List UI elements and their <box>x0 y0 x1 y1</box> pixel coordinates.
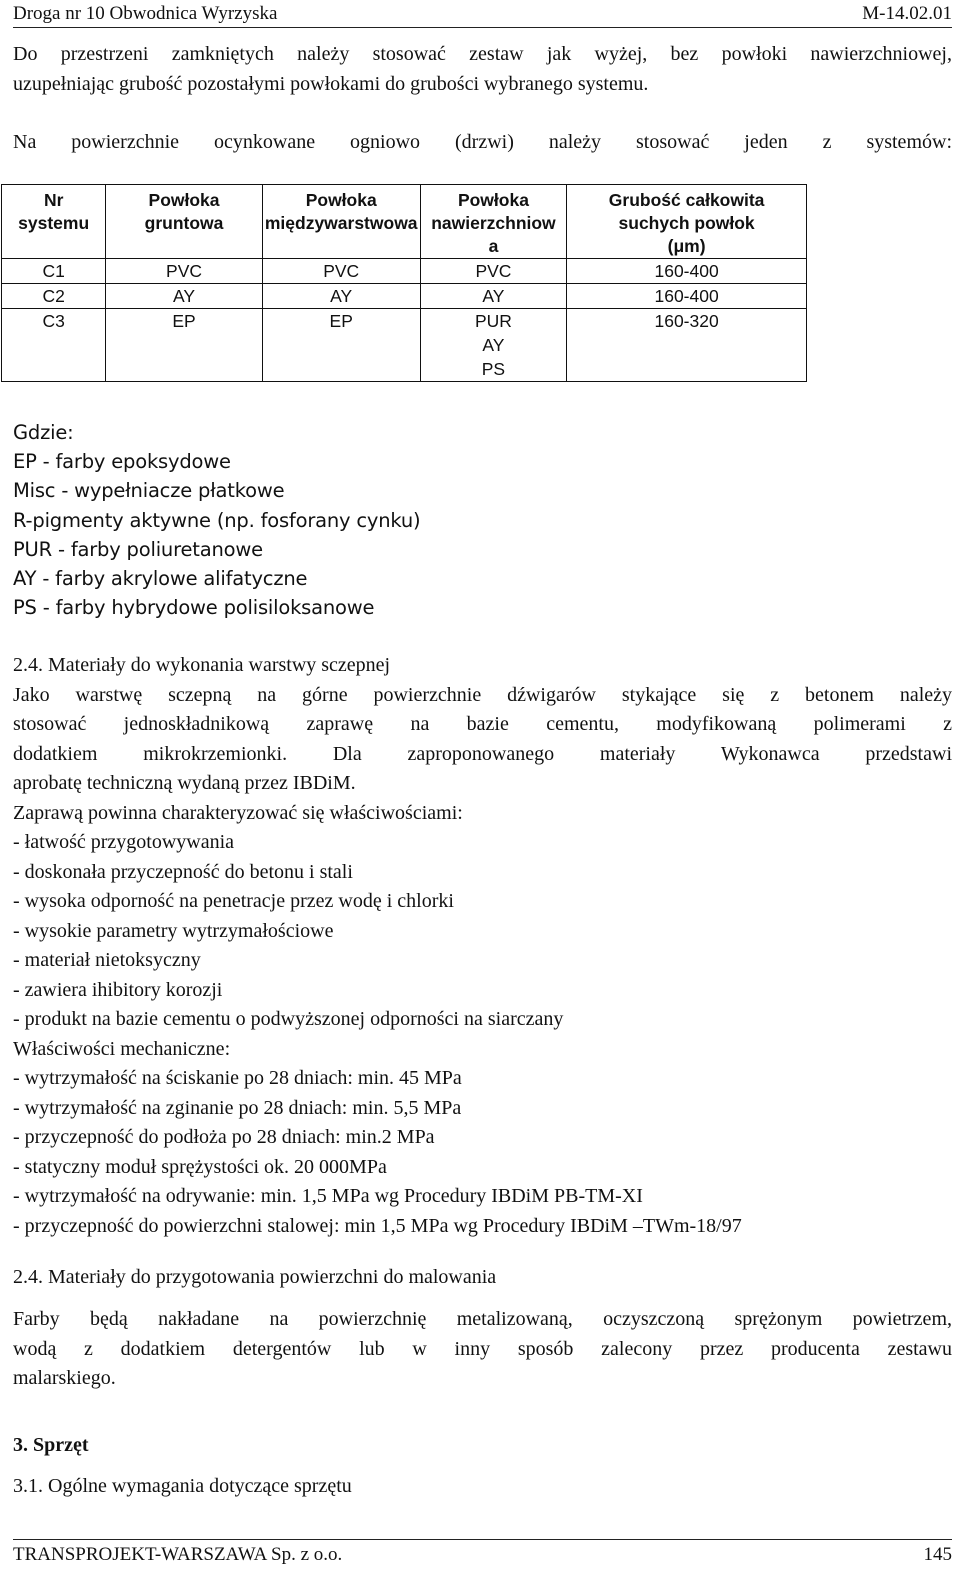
paragraph-line: wodą z dodatkiem detergentów lub w inny sposób zalecony przez producenta zestawu <box>13 1337 952 1360</box>
legend-item: AY - farby akrylowe alifatyczne <box>13 567 308 591</box>
list-item: - wytrzymałość na ściskanie po 28 dniach: min. 45 MPa <box>13 1067 462 1089</box>
list-item: - wysokie parametry wytrzymałościowe <box>13 919 334 942</box>
cell-nawierzchniowa: PUR AY PS <box>420 309 567 382</box>
list-item: - łatwość przygotowywania <box>13 831 235 853</box>
legend-title: Gdzie: <box>13 421 74 444</box>
mechanical-intro: Właściwości mechaniczne: <box>13 1037 231 1060</box>
legend-item: EP - farby epoksydowe <box>13 450 231 474</box>
paragraph-line: aprobatę techniczną wydaną przez IBDiM. <box>13 772 356 794</box>
legend-item: PS - farby hybrydowe polisiloksanowe <box>13 596 375 620</box>
cell-nawierzchniowa: AY <box>420 284 567 309</box>
list-item: - przyczepność do podłoża po 28 dniach: min.2 MPa <box>13 1126 435 1148</box>
abbreviations-legend <box>13 418 952 622</box>
paragraph-line: stosować jednoskładnikową zaprawę na bazie cementu, modyfikowaną polimerami z <box>13 713 952 735</box>
running-header-title: Droga nr 10 Obwodnica Wyrzyska <box>13 3 278 24</box>
intro-paragraph <box>13 40 952 99</box>
intro-line-1: Do przestrzeni zamkniętych należy stosować zestaw jak wyżej, bez powłoki nawierzchniowej, <box>13 43 952 65</box>
paragraph-line: Jako warstwę sczepną na górne powierzchnie dźwigarów stykające się z betonem należy <box>13 683 952 706</box>
table-row <box>2 309 807 382</box>
list-item: - przyczepność do powierzchni stalowej: min 1,5 MPa wg Procedury IBDiM –TWm-18/97 <box>13 1214 742 1237</box>
paragraph-line: dodatkiem mikrokrzemionki. Dla zaproponowanego materiały Wykonawca przedstawi <box>13 742 952 765</box>
legend-item: R-pigmenty aktywne (np. fosforany cynku) <box>13 508 421 532</box>
header-powloka-nawierzchniowa: Powłoka nawierzchniow a <box>420 185 567 259</box>
list-item: - doskonała przyczepność do betonu i stali <box>13 860 353 883</box>
galvanized-paragraph: Na powierzchnie ocynkowane ogniowo (drzwi) należy stosować jeden z systemów: <box>13 131 952 153</box>
table-row <box>2 284 807 309</box>
legend-item: PUR - farby poliuretanowe <box>13 537 263 561</box>
table-row <box>2 259 807 284</box>
cell-gruntowa: PVC <box>106 259 262 284</box>
cell-miedzywarstwowa: AY <box>262 284 420 309</box>
section-3-heading: 3. Sprzęt <box>13 1434 89 1456</box>
section-2-4-surface-preparation-heading: 2.4. Materiały do przygotowania powierzchni do malowania <box>13 1266 497 1288</box>
list-item: - produkt na bazie cementu o podwyższonej odporności na siarczany <box>13 1008 564 1030</box>
paragraph-line: malarskiego. <box>13 1367 116 1389</box>
running-header-spec-code: M-14.02.01 <box>862 3 952 24</box>
cell-nr: C1 <box>2 259 106 284</box>
section-heading: 2.4. Materiały do wykonania warstwy sczepnej <box>13 654 391 676</box>
paragraph-line: Farby będą nakładane na powierzchnię metalizowaną, oczyszczoną sprężonym powietrzem, <box>13 1308 952 1330</box>
section-2-4-bonding-layer <box>13 651 952 1241</box>
cell-nr: C2 <box>2 284 106 309</box>
page-number: 145 <box>923 1544 952 1565</box>
cell-grubosc: 160-320 <box>567 309 807 382</box>
header-powloka-gruntowa: Powłoka gruntowa <box>106 185 262 259</box>
cell-grubosc: 160-400 <box>567 284 807 309</box>
cell-gruntowa: AY <box>106 284 262 309</box>
header-grubosc-calkowita: Grubość całkowita suchych powłok (μm) <box>567 185 807 259</box>
header-rule <box>13 27 952 28</box>
cell-miedzywarstwowa: EP <box>262 309 420 382</box>
intro-line-2: uzupełniając grubość pozostałymi powłokami do grubości wybranego systemu. <box>13 72 649 95</box>
list-item: - wytrzymałość na odrywanie: min. 1,5 MPa wg Procedury IBDiM PB-TM-XI <box>13 1185 643 1207</box>
section-2-4-surface-preparation-paragraph <box>13 1305 952 1394</box>
cell-grubosc: 160-400 <box>567 259 807 284</box>
cell-nr: C3 <box>2 309 106 382</box>
cell-gruntowa: EP <box>106 309 262 382</box>
list-item: - statyczny moduł sprężystości ok. 20 000MPa <box>13 1155 387 1178</box>
list-item: - zawiera ihibitory korozji <box>13 978 223 1001</box>
legend-item: Misc - wypełniacze płatkowe <box>13 479 285 503</box>
list-item: - wytrzymałość na zginanie po 28 dniach: min. 5,5 MPa <box>13 1096 462 1119</box>
footer-rule <box>13 1539 952 1540</box>
list-item: - wysoka odporność na penetracje przez wodę i chlorki <box>13 890 454 912</box>
properties-intro: Zaprawą powinna charakteryzować się właściwościami: <box>13 801 463 824</box>
section-3-1-heading: 3.1. Ogólne wymagania dotyczące sprzętu <box>13 1475 352 1497</box>
list-item: - materiał nietoksyczny <box>13 949 201 971</box>
coating-systems-table <box>1 184 807 382</box>
cell-miedzywarstwowa: PVC <box>262 259 420 284</box>
table-header-row <box>2 185 807 259</box>
header-powloka-miedzywarstwowa: Powłoka międzywarstwowa <box>262 185 420 259</box>
header-nr-systemu: Nr systemu <box>2 185 106 259</box>
footer-company: TRANSPROJEKT-WARSZAWA Sp. z o.o. <box>13 1544 343 1565</box>
cell-nawierzchniowa: PVC <box>420 259 567 284</box>
